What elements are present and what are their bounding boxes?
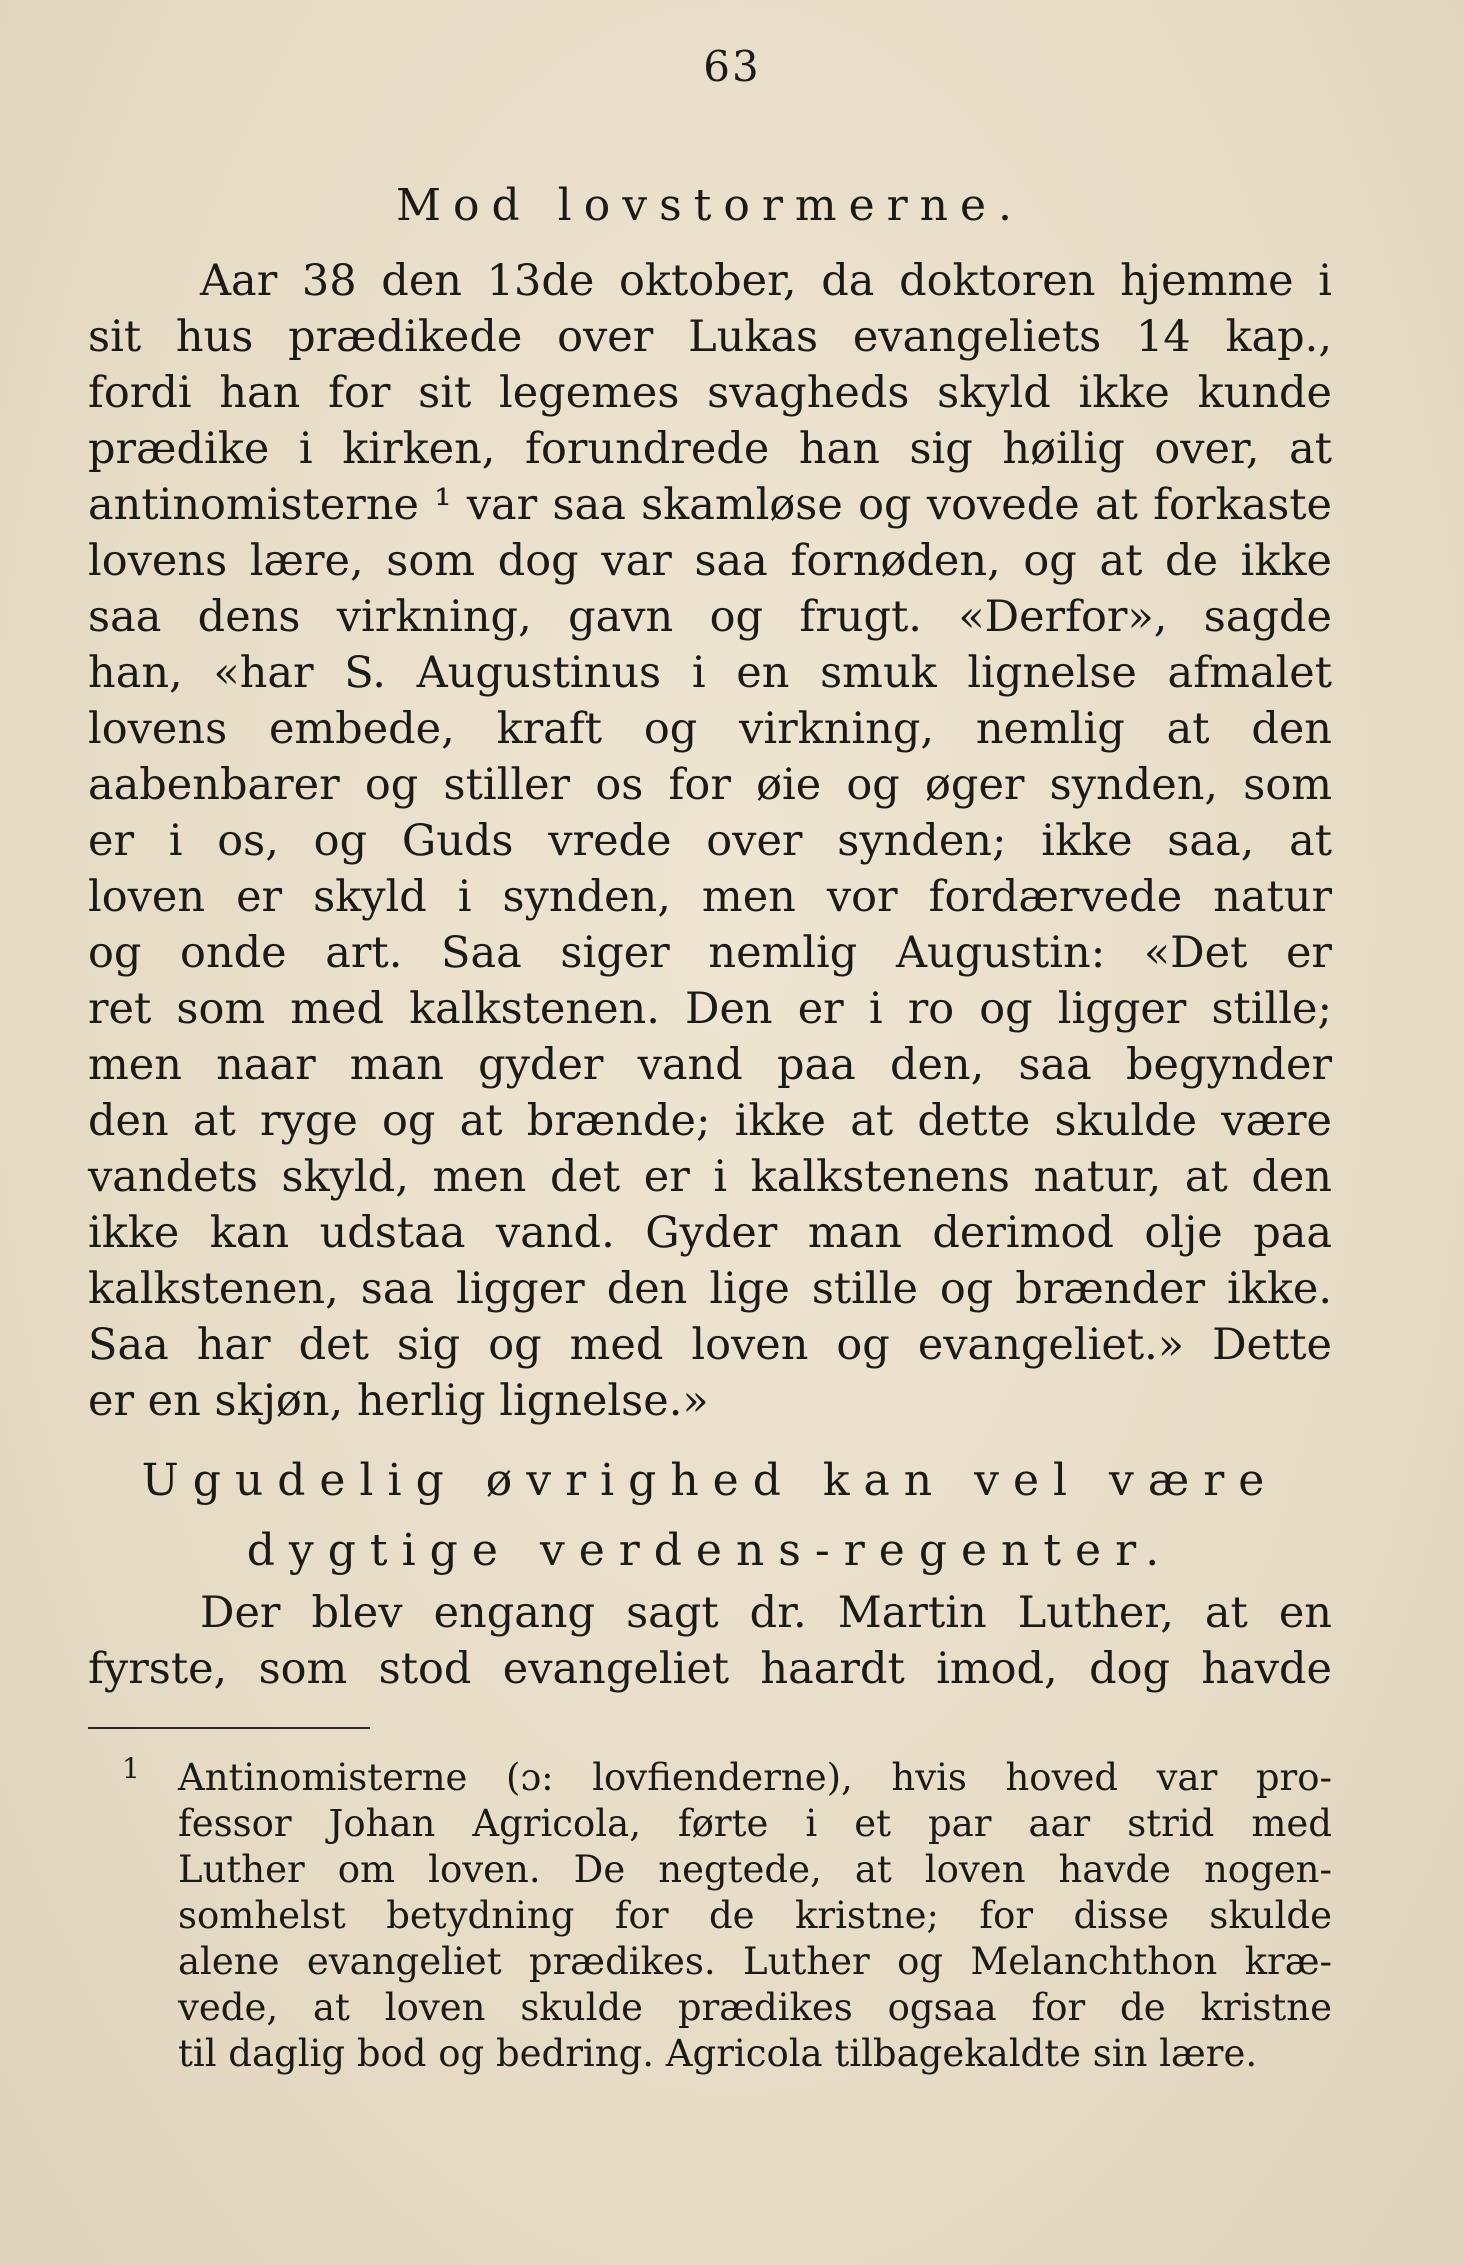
text-line: og onde art. Saa siger nemlig Augustin: «Det er xyxy=(88,928,1332,978)
footnote-line: alene evangeliet prædikes. Luther og Melanchthon kræ- xyxy=(178,1940,1332,1983)
section-heading-lovstormerne: Mod lovstormerne. xyxy=(395,180,1025,231)
footnote-line: Luther om loven. De negtede, at loven havde nogen- xyxy=(178,1848,1332,1891)
footnote-rule xyxy=(88,1727,370,1729)
text-line: fyrste, som stod evangeliet haardt imod, dog havde xyxy=(88,1644,1332,1694)
text-line: Aar 38 den 13de oktober, da doktoren hjemme i xyxy=(200,256,1332,306)
text-line: vandets skyld, men det er i kalkstenens natur, at den xyxy=(88,1152,1332,1202)
text-line: er i os, og Guds vrede over synden; ikke saa, at xyxy=(88,816,1332,866)
text-line: lovens embede, kraft og virkning, nemlig at den xyxy=(88,704,1332,754)
footnote-line: til daglig bod og bedring. Agricola tilbagekaldte sin lære. xyxy=(178,2032,1258,2075)
text-line: fordi han for sit legemes svagheds skyld ikke kunde xyxy=(88,368,1332,418)
text-line: aabenbarer og stiller os for øie og øger synden, som xyxy=(88,760,1332,810)
text-line: lovens lære, som dog var saa fornøden, og at de ikke xyxy=(88,536,1332,586)
footnote-line: fessor Johan Agricola, førte i et par aar strid med xyxy=(178,1802,1332,1845)
text-line: loven er skyld i synden, men vor fordærvede natur xyxy=(88,872,1332,922)
section-heading-ovrighed-line1: Ugudelig øvrighed kan vel være xyxy=(141,1455,1279,1506)
page-number: 63 xyxy=(703,42,761,91)
text-line: ret som med kalkstenen. Den er i ro og ligger stille; xyxy=(88,984,1332,1034)
text-line: sit hus prædikede over Lukas evangeliets 14 kap., xyxy=(88,312,1332,362)
text-line: antinomisterne ¹ var saa skamløse og vovede at forkaste xyxy=(88,480,1332,530)
footnote-line: somhelst betydning for de kristne; for disse skulde xyxy=(178,1894,1332,1937)
text-line: men naar man gyder vand paa den, saa begynder xyxy=(88,1040,1332,1090)
text-line: kalkstenen, saa ligger den lige stille og brænder ikke. xyxy=(88,1264,1332,1314)
text-line: Der blev engang sagt dr. Martin Luther, at en xyxy=(200,1588,1332,1638)
text-line: er en skjøn, herlig lignelse.» xyxy=(88,1376,709,1426)
text-line: han, «har S. Augustinus i en smuk lignelse afmalet xyxy=(88,648,1332,698)
footnote-marker: 1 xyxy=(122,1752,140,1785)
footnote-line: vede, at loven skulde prædikes ogsaa for de kristne xyxy=(178,1986,1332,2029)
section-heading-ovrighed-line2: dygtige verdens-regenter. xyxy=(246,1525,1174,1576)
text-line: saa dens virkning, gavn og frugt. «Derfor», sagde xyxy=(88,592,1332,642)
text-line: prædike i kirken, forundrede han sig høilig over, at xyxy=(88,424,1332,474)
text-line: den at ryge og at brænde; ikke at dette skulde være xyxy=(88,1096,1332,1146)
footnote-line: Antinomisterne (ɔ: lovfienderne), hvis hoved var pro- xyxy=(178,1756,1332,1799)
text-line: ikke kan udstaa vand. Gyder man derimod olje paa xyxy=(88,1208,1332,1258)
text-line: Saa har det sig og med loven og evangeliet.» Dette xyxy=(88,1320,1332,1370)
